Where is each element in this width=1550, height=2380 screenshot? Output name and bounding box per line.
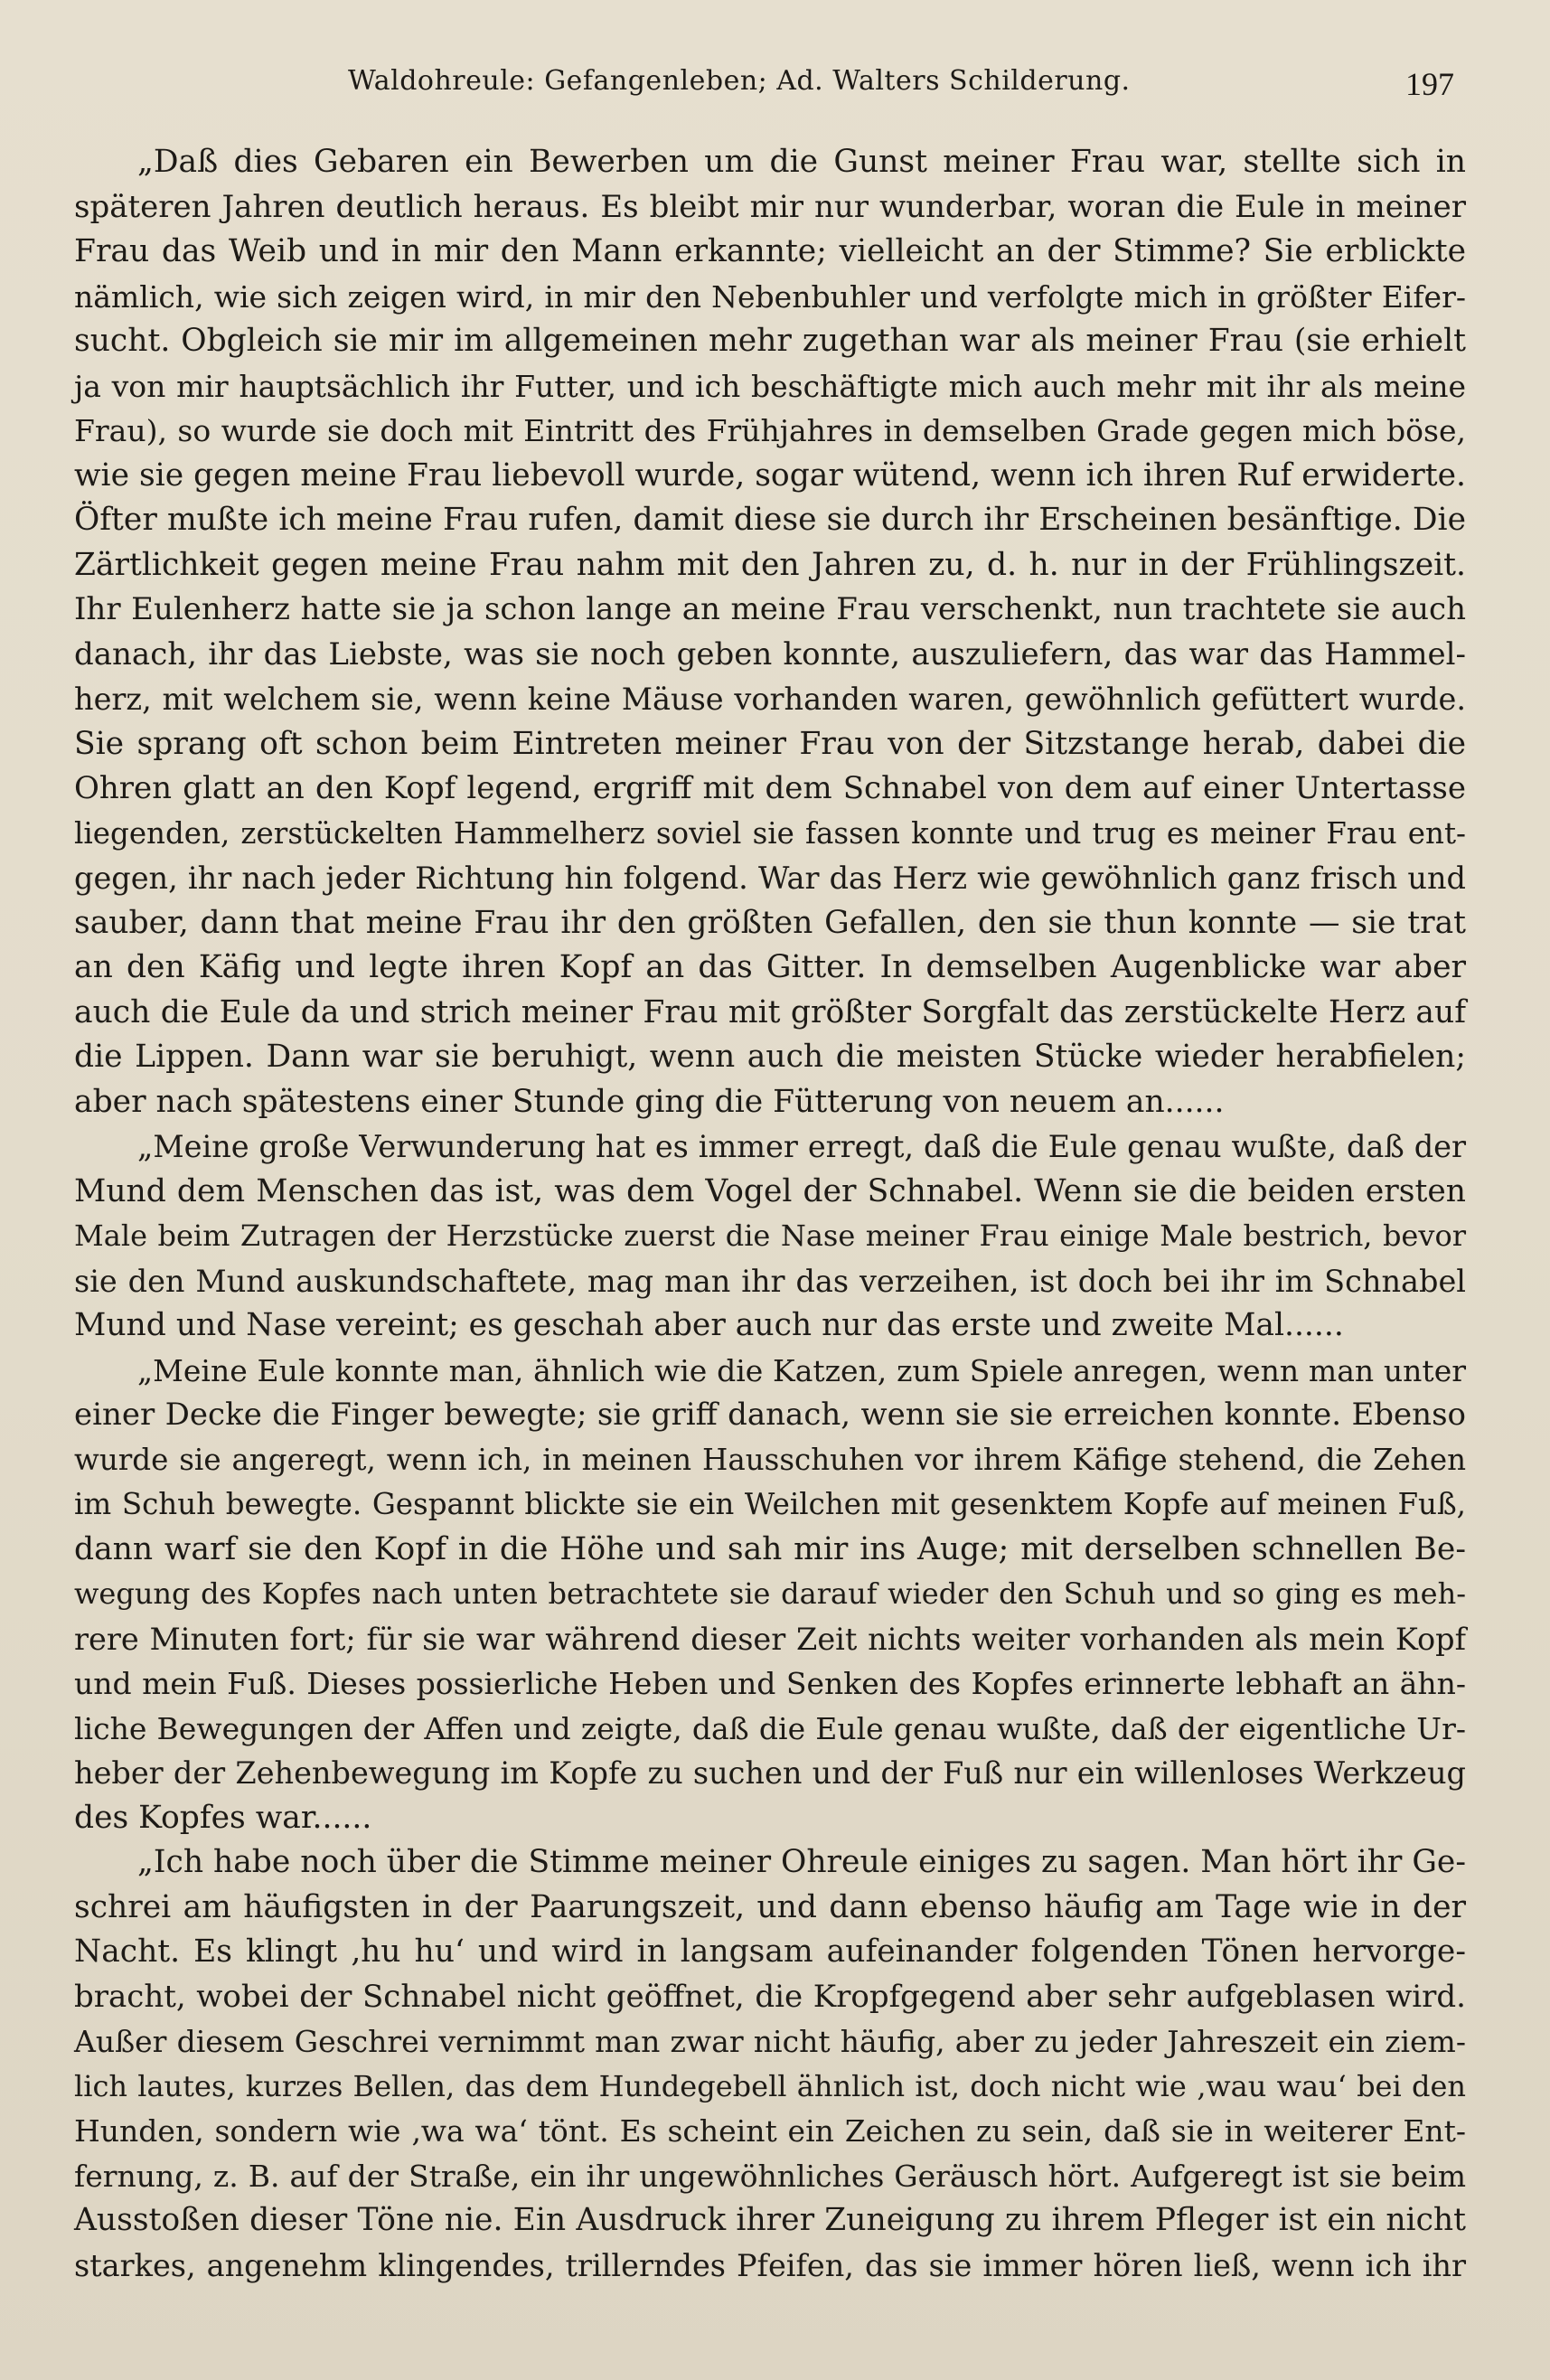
text-line: danach, ihr das Liebste, was sie noch geben konnte, auszuliefern, das war das Hammel- xyxy=(74,635,1466,673)
text-line: bracht, wobei der Schnabel nicht geöffnet, die Kropfgegend aber sehr aufgeblasen wird. xyxy=(74,1978,1466,2015)
body-text xyxy=(74,140,1466,2288)
text-line: sauber, dann that meine Frau ihr den größten Gefallen, den sie thun konnte — sie trat xyxy=(74,904,1466,941)
text-line: Ihr Eulenherz hatte sie ja schon lange an meine Frau verschenkt, nun trachtete sie auch xyxy=(74,591,1466,627)
text-line: heber der Zehenbewegung im Kopfe zu suchen und der Fuß nur ein willenloses Werkzeug xyxy=(74,1755,1466,1791)
text-line: einer Decke die Finger bewegte; sie griff danach, wenn sie sie erreichen konnte. Ebenso xyxy=(74,1397,1466,1433)
text-line: späteren Jahren deutlich heraus. Es bleibt mir nur wunderbar, woran die Eule in meiner xyxy=(74,188,1466,225)
text-line: wurde sie angeregt, wenn ich, in meinen Hausschuhen vor ihrem Käfige stehend, die Zehen xyxy=(74,1442,1466,1477)
text-line: Öfter mußte ich meine Frau rufen, damit diese sie durch ihr Erscheinen besänftige. Die xyxy=(74,502,1466,538)
text-line: liche Bewegungen der Affen und zeigte, daß die Eule genau wußte, daß der eigentliche Ur- xyxy=(74,1710,1466,1746)
text-line: Außer diesem Geschrei vernimmt man zwar nicht häufig, aber zu jeder Jahreszeit ein ziem- xyxy=(74,2024,1466,2059)
text-line: Sie sprang oft schon beim Eintreten meiner Frau von der Sitzstange herab, dabei die xyxy=(74,725,1466,762)
text-line: Ohren glatt an den Kopf legend, ergriff mit dem Schnabel von dem auf einer Untertasse xyxy=(74,770,1466,806)
text-line: gegen, ihr nach jeder Richtung hin folgend. War das Herz wie gewöhnlich ganz frisch und xyxy=(74,861,1466,896)
text-line: nämlich, wie sich zeigen wird, in mir den Nebenbuhler und verfolgte mich in größter Eifer- xyxy=(74,278,1466,315)
running-head: Waldohreule: Gefangenleben; Ad. Walters Schilderung. xyxy=(348,65,1131,97)
text-line: starkes, angenehm klingendes, trillerndes Pfeifen, das sie immer hören ließ, wenn ich ihr xyxy=(74,2247,1466,2283)
text-line: Male beim Zutragen der Herzstücke zuerst die Nase meiner Frau einige Male bestrich, bevor xyxy=(74,1218,1466,1253)
text-line: und mein Fuß. Dieses possierliche Heben und Senken des Kopfes erinnerte lebhaft an ähn- xyxy=(74,1666,1466,1701)
text-line: rere Minuten fort; für sie war während dieser Zeit nichts weiter vorhanden als mein Kopf xyxy=(74,1621,1466,1657)
text-line: „Meine Eule konnte man, ähnlich wie die Katzen, zum Spiele anregen, wenn man unter xyxy=(137,1352,1466,1388)
text-line: des Kopfes war...... xyxy=(74,1799,372,1836)
text-line: dann warf sie den Kopf in die Höhe und sah mir ins Auge; mit derselben schnellen Be- xyxy=(74,1530,1466,1567)
text-line: schrei am häufigsten in der Paarungszeit, und dann ebenso häufig am Tage wie in der xyxy=(74,1888,1466,1925)
text-line: fernung, z. B. auf der Straße, ein ihr ungewöhnliches Geräusch hört. Aufgeregt ist sie beim xyxy=(74,2158,1466,2194)
text-line: „Meine große Verwunderung hat es immer erregt, daß die Eule genau wußte, daß der xyxy=(137,1129,1466,1164)
text-line: Mund und Nase vereint; es geschah aber auch nur das erste und zweite Mal...... xyxy=(74,1307,1344,1343)
text-line: ja von mir hauptsächlich ihr Futter, und ich beschäftigte mich auch mehr mit ihr als meine xyxy=(74,368,1466,404)
text-line: liegenden, zerstückelten Hammelherz soviel sie fassen konnte und trug es meiner Frau ent- xyxy=(74,815,1466,851)
text-line: Hunden, sondern wie ‚wa wa‘ tönt. Es scheint ein Zeichen zu sein, daß sie in weiterer Ent- xyxy=(74,2113,1466,2149)
text-line: „Ich habe noch über die Stimme meiner Ohreule einiges zu sagen. Man hört ihr Ge- xyxy=(137,1844,1467,1880)
text-line: aber nach spätestens einer Stunde ging die Fütterung von neuem an...... xyxy=(74,1083,1225,1120)
text-line: Nacht. Es klingt ‚hu hu‘ und wird in langsam aufeinander folgenden Tönen hervorge- xyxy=(74,1933,1466,1970)
text-line: herz, mit welchem sie, wenn keine Mäuse vorhanden waren, gewöhnlich gefüttert wurde. xyxy=(74,682,1466,717)
page-number: 197 xyxy=(1405,66,1454,102)
text-line: sie den Mund auskundschaftete, mag man ihr das verzeihen, ist doch bei ihr im Schnabel xyxy=(74,1263,1466,1299)
text-line: die Lippen. Dann war sie beruhigt, wenn auch die meisten Stücke wieder herabfielen; xyxy=(74,1039,1466,1075)
text-line: Zärtlichkeit gegen meine Frau nahm mit den Jahren zu, d. h. nur in der Frühlingszeit. xyxy=(74,546,1466,583)
text-line: sucht. Obgleich sie mir im allgemeinen mehr zugethan war als meiner Frau (sie erhielt xyxy=(74,323,1466,359)
text-line: im Schuh bewegte. Gespannt blickte sie ein Weilchen mit gesenktem Kopfe auf meinen Fuß, xyxy=(74,1487,1466,1521)
page-header xyxy=(348,65,1469,119)
text-line: „Daß dies Gebaren ein Bewerben um die Gunst meiner Frau war, stellte sich in xyxy=(137,144,1466,180)
text-line: wie sie gegen meine Frau liebevoll wurde, sogar wütend, wenn ich ihren Ruf erwiderte. xyxy=(74,456,1466,494)
text-line: lich lautes, kurzes Bellen, das dem Hundegebell ähnlich ist, doch nicht wie ‚wau wau‘ bei den xyxy=(74,2068,1466,2103)
text-line: Mund dem Menschen das ist, was dem Vogel der Schnabel. Wenn sie die beiden ersten xyxy=(74,1172,1466,1209)
text-line: Frau), so wurde sie doch mit Eintritt des Frühjahres in demselben Grade gegen mich böse, xyxy=(74,413,1466,448)
text-line: wegung des Kopfes nach unten betrachtete sie darauf wieder den Schuh und so ging es meh- xyxy=(74,1576,1466,1611)
text-line: an den Käfig und legte ihren Kopf an das Gitter. In demselben Augenblicke war aber xyxy=(74,949,1466,985)
text-line: auch die Eule da und strich meiner Frau mit größter Sorgfalt das zerstückelte Herz auf xyxy=(74,993,1466,1030)
text-line: Frau das Weib und in mir den Mann erkannte; vielleicht an der Stimme? Sie erblickte xyxy=(74,233,1466,269)
text-line: Ausstoßen dieser Töne nie. Ein Ausdruck ihrer Zuneigung zu ihrem Pfleger ist ein nicht xyxy=(74,2202,1466,2238)
